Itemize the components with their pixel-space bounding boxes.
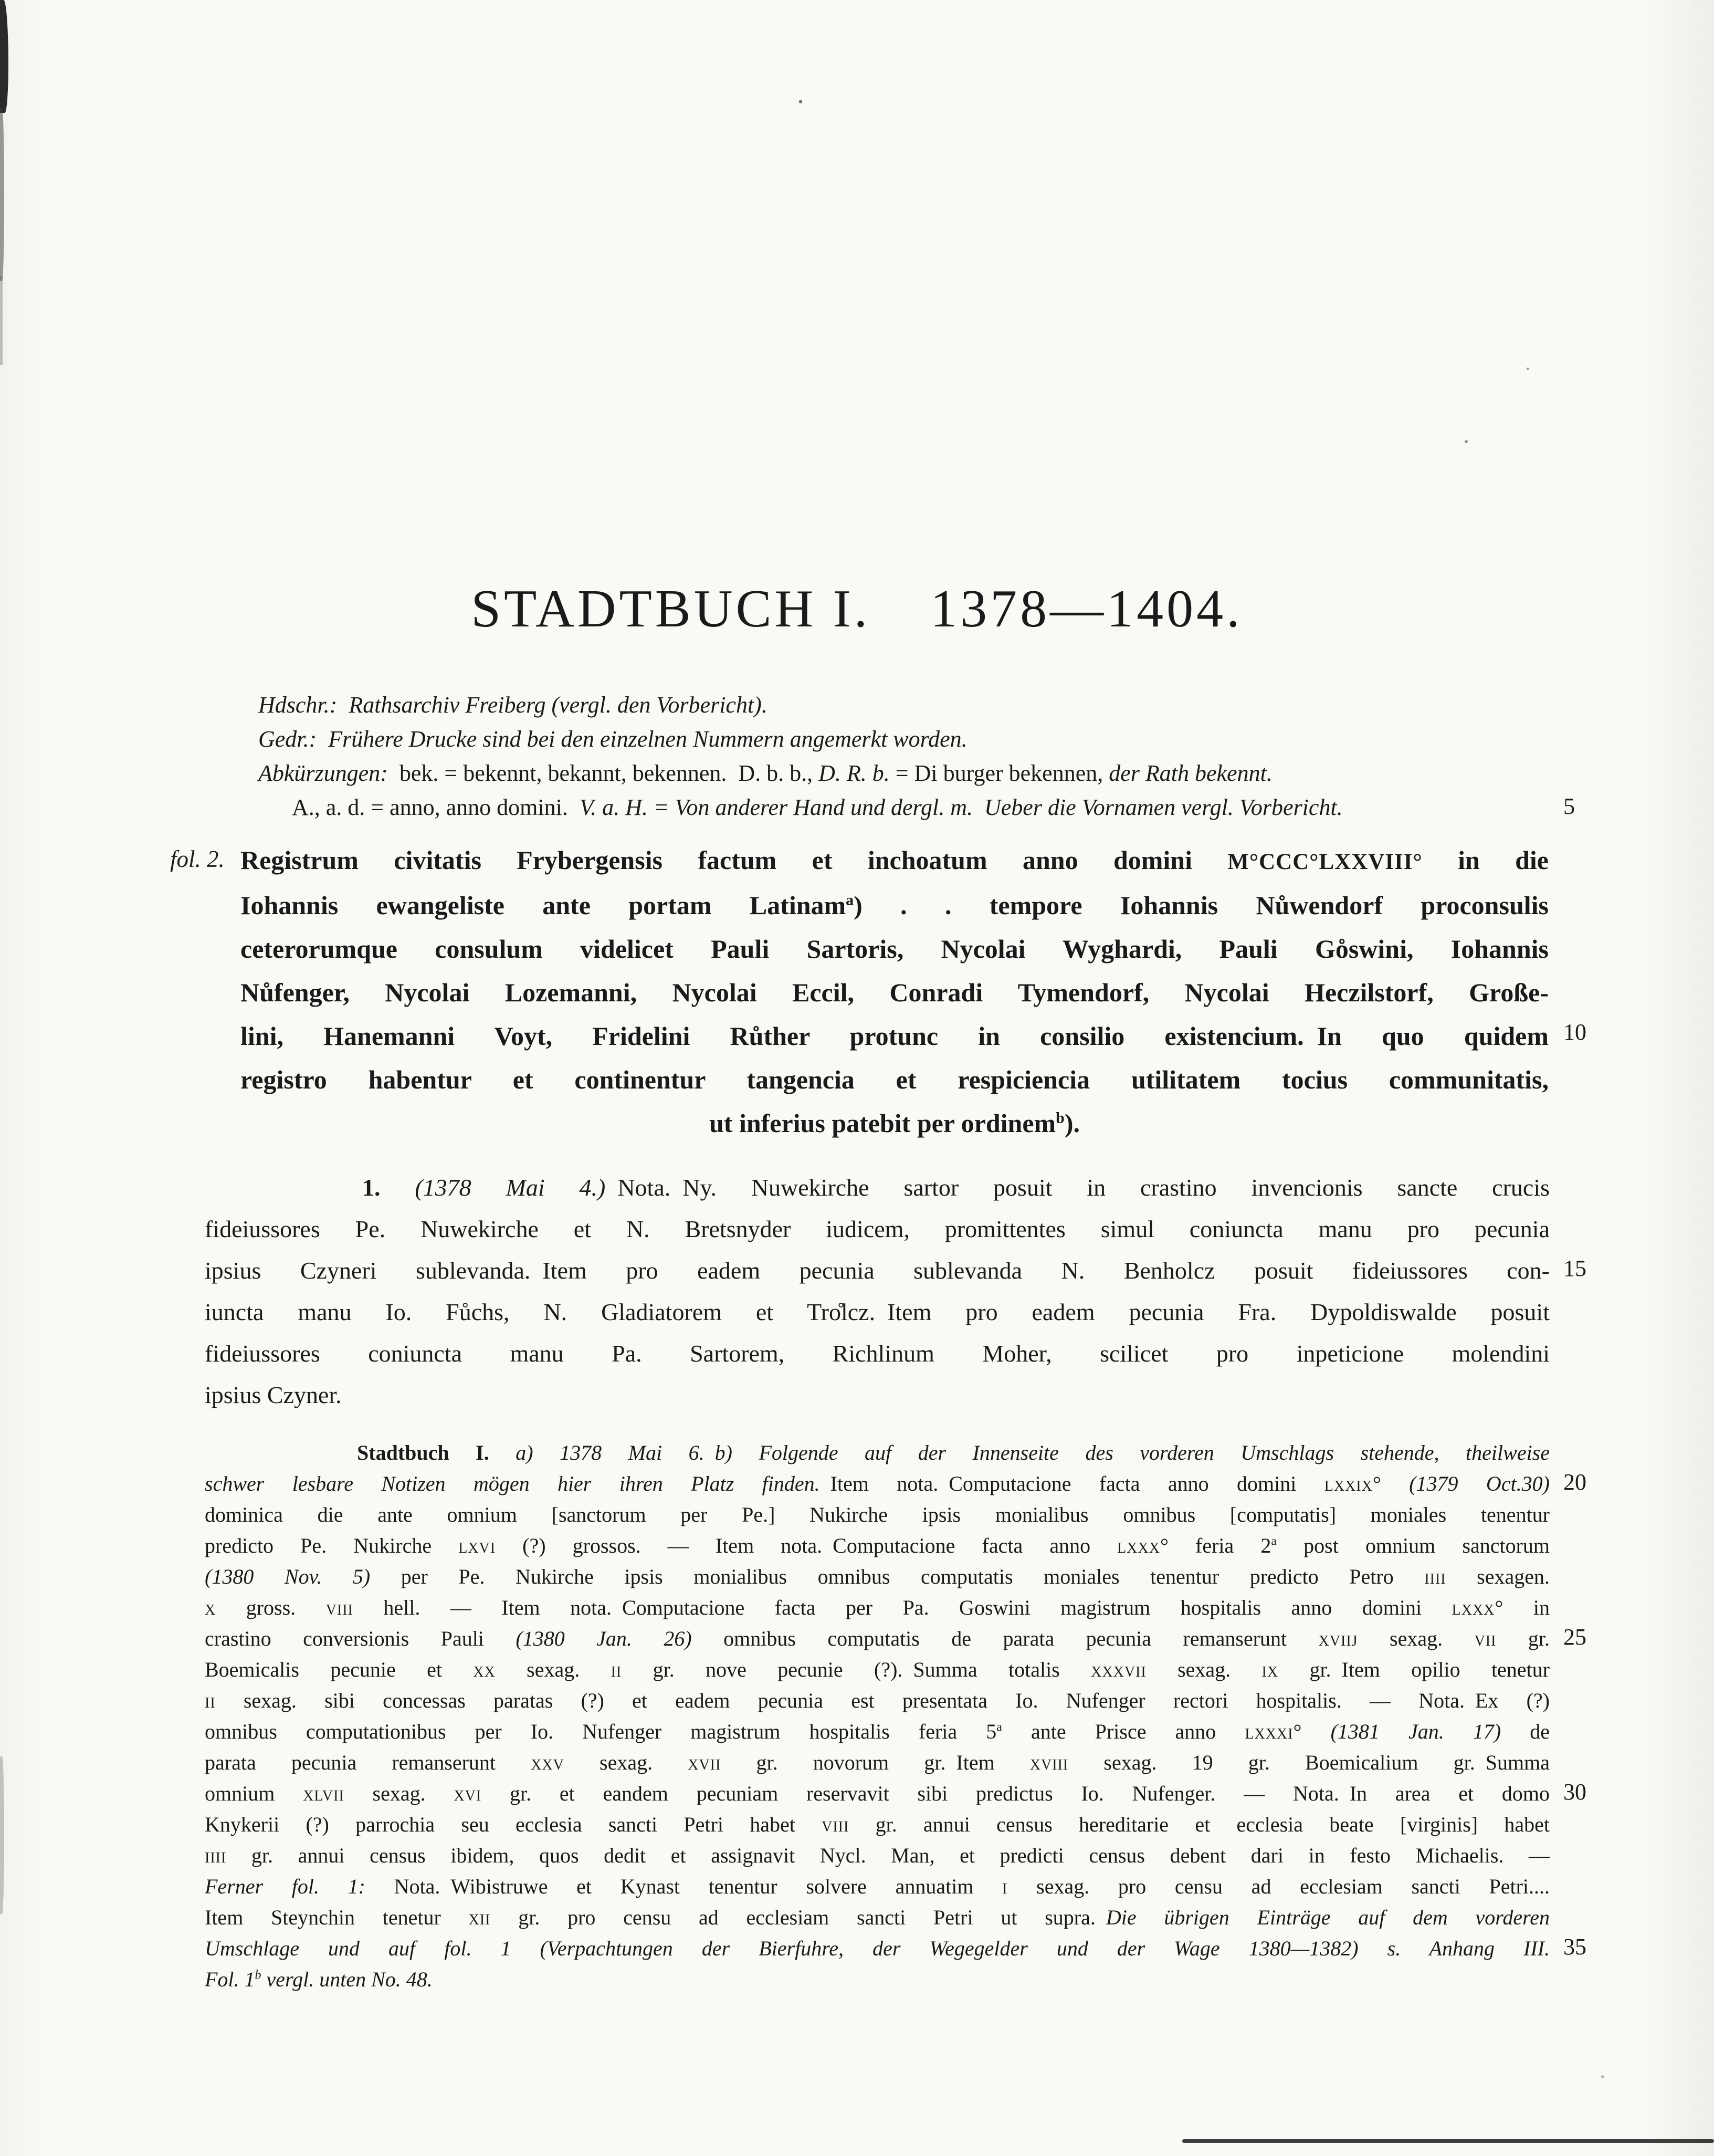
text-segment: a) 1378 Mai 6. b) Folgende auf der Innenseite des vorderen Umschlags stehende, theilweise	[516, 1441, 1550, 1464]
text-line	[205, 1716, 1550, 1747]
text-segment: xii	[468, 1906, 491, 1929]
text-segment: registro habentur et continentur tangencia et respiciencia utilitatem tocius communitatis,	[240, 1065, 1549, 1094]
text-segment: ix	[1261, 1658, 1279, 1681]
text-line	[205, 1333, 1550, 1374]
text-segment: Gedr.:	[258, 726, 329, 752]
text-segment: M°CCC°LXXVIII°	[1227, 850, 1423, 874]
text-segment: iiii	[1424, 1565, 1446, 1588]
text-line	[205, 1809, 1550, 1840]
text-line	[205, 1374, 1550, 1416]
line-number-35: 35	[1563, 1934, 1586, 1960]
text-segment: predicto Pe. Nukirche	[205, 1534, 459, 1557]
text-line	[205, 1933, 1550, 1964]
text-segment: Item nota. Computacione facta anno domini	[819, 1472, 1324, 1495]
line-number-15: 15	[1563, 1255, 1586, 1281]
text-segment: b	[255, 1968, 261, 1982]
text-line	[240, 971, 1549, 1014]
text-line	[240, 927, 1549, 971]
text-segment: lxxxi	[1245, 1720, 1294, 1743]
text-line	[205, 1654, 1550, 1685]
text-segment: xlvii	[303, 1782, 344, 1805]
text-segment: Nota. Ny. Nuwekirche sartor posuit in crastino invencionis sancte crucis	[605, 1174, 1550, 1201]
text-segment: Nůfenger, Nycolai Lozemanni, Nycolai Eccil, Conradi Tymendorf, Nycolai Heczilstorf, Große-	[240, 978, 1549, 1007]
text-line	[205, 1871, 1550, 1902]
text-segment: viii	[822, 1813, 849, 1836]
note-abkuerzungen	[258, 756, 1560, 790]
text-segment: A., a. d. = anno, anno domini.	[292, 794, 580, 820]
text-segment: °	[1372, 1472, 1410, 1495]
text-segment: (1380 Nov. 5)	[205, 1565, 371, 1588]
text-segment: xxv	[531, 1751, 564, 1774]
text-line	[205, 1291, 1550, 1333]
note-hdschr	[258, 688, 1560, 722]
text-segment: omnibus computatis de parata pecunia remanserunt	[691, 1627, 1319, 1650]
scan-artifact-speck-2	[1527, 368, 1529, 370]
text-segment: 1.	[362, 1174, 415, 1201]
text-segment: post omnium sanctorum	[1277, 1534, 1550, 1557]
scan-artifact-left-bottom	[0, 1756, 4, 1914]
text-line	[205, 1499, 1550, 1530]
text-segment: a	[996, 1720, 1002, 1734]
text-segment: i	[1002, 1875, 1008, 1898]
text-segment: V. a. H. = Von anderer Hand und dergl. m. Ueber die Vornamen vergl. Vorbericht.	[579, 794, 1343, 820]
text-segment: lxxix	[1324, 1472, 1373, 1495]
text-segment: fideiussores Pe. Nuwekirche et N. Bretsnyder iudicem, promittentes simul coniuncta manu pro pecunia	[205, 1216, 1550, 1242]
page-title: STADTBUCH I. 1378—1404.	[471, 579, 1243, 639]
text-segment: Die übrigen Einträge auf dem vorderen	[1106, 1906, 1550, 1929]
text-segment: a	[1271, 1534, 1277, 1548]
text-segment: sexagen.	[1446, 1565, 1550, 1588]
text-line	[205, 1530, 1550, 1561]
text-segment: (1378 Mai 4.)	[415, 1174, 606, 1201]
text-segment: Stadtbuch I.	[357, 1441, 516, 1464]
text-segment: Nota. Wibistruwe et Kynast tenentur solvere annuatim	[365, 1875, 1003, 1898]
text-line	[205, 1561, 1550, 1592]
text-segment: ut inferius patebit per ordinem	[709, 1108, 1056, 1138]
text-segment: gross.	[216, 1596, 326, 1619]
text-segment: (1379 Oct.30)	[1409, 1472, 1550, 1495]
text-segment: sexag.	[495, 1658, 611, 1681]
text-segment: sexag. sibi concessas paratas (?) et eadem pecunia est presentata Io. Nufenger rectori hospitalis. — Nota. Ex (?)	[215, 1689, 1550, 1712]
text-line	[240, 839, 1549, 884]
text-segment: = Di burger bekennen,	[889, 760, 1109, 786]
text-segment: D. R. b.	[818, 760, 890, 786]
text-segment: ii	[611, 1658, 622, 1681]
text-segment: ipsius Czyneri sublevanda. Item pro eadem pecunia sublevanda N. Benholcz posuit fideiussores con-	[205, 1257, 1550, 1284]
text-segment: Ferner fol. 1:	[205, 1875, 365, 1898]
text-segment: ° feria 2	[1160, 1534, 1271, 1557]
text-segment: gr. novorum gr. Item	[721, 1751, 1030, 1774]
text-segment: lini, Hanemanni Voyt, Fridelini Růther protunc in consilio existencium. In quo quidem	[240, 1021, 1549, 1051]
folio-margin-note: fol. 2.	[170, 846, 225, 872]
text-segment: sexag. 19 gr. Boemicalium gr. Summa	[1068, 1751, 1550, 1774]
text-segment: gr. annui census ibidem, quos dedit et assignavit Nycl. Man, et predicti census debent dari in festo Michaelis. —	[226, 1844, 1550, 1867]
text-segment: fideiussores coniuncta manu Pa. Sartorem, Richlinum Moher, scilicet pro inpeticione molendini	[205, 1340, 1550, 1367]
text-segment: (1381 Jan. 17)	[1330, 1720, 1501, 1743]
text-segment: de	[1501, 1720, 1550, 1743]
text-line	[240, 1058, 1549, 1102]
text-line	[205, 1778, 1550, 1809]
text-segment: xx	[473, 1658, 496, 1681]
text-segment: Rathsarchiv Freiberg (vergl. den Vorbericht).	[349, 692, 767, 718]
text-segment: bek. = bekennt, bekannt, bekennen. D. b. b.,	[399, 760, 819, 786]
text-segment: in die	[1422, 845, 1549, 875]
text-segment: xviij	[1318, 1627, 1358, 1650]
text-segment: hell. — Item nota. Computacione facta per Pa. Goswini magistrum hospitalis anno domini	[353, 1596, 1452, 1619]
text-segment: parata pecunia remanserunt	[205, 1751, 531, 1774]
source-notes	[258, 688, 1560, 824]
line-number-25: 25	[1563, 1624, 1586, 1650]
text-segment: Abkürzungen:	[258, 760, 399, 786]
text-segment: sexag.	[1146, 1658, 1262, 1681]
text-segment: gr. pro censu ad ecclesiam sancti Petri ut supra.	[490, 1906, 1106, 1929]
note-abkuerzungen-2	[258, 790, 1560, 824]
text-segment: lxvi	[458, 1534, 496, 1557]
text-segment: Item Steynchin tenetur	[205, 1906, 469, 1929]
text-segment: Umschlage und auf fol. 1 (Verpachtungen der Bierfuhre, der Wegegelder und der Wage 1380—1382) s. Anhang III.	[205, 1937, 1550, 1960]
note-gedr	[258, 722, 1560, 756]
footnote-block	[205, 1437, 1550, 1995]
text-segment: viii	[325, 1596, 353, 1619]
text-line	[205, 1468, 1550, 1499]
text-segment: sexag.	[1358, 1627, 1475, 1650]
text-segment: sexag. pro censu ad ecclesiam sancti Petri....	[1007, 1875, 1550, 1898]
text-segment: gr. annui census hereditarie et ecclesia beate [virginis] habet	[849, 1813, 1550, 1836]
text-line	[205, 1208, 1550, 1250]
scan-artifact-speck-3	[1465, 440, 1468, 443]
text-line	[205, 1437, 1550, 1468]
text-segment: ° in	[1495, 1596, 1550, 1619]
text-segment: ii	[205, 1689, 216, 1712]
text-segment: xvii	[688, 1751, 721, 1774]
text-segment: gr. nove pecunie (?). Summa totalis	[622, 1658, 1091, 1681]
text-segment: ceterorumque consulum videlicet Pauli Sartoris, Nycolai Wyghardi, Pauli Go̊swini, Iohannis	[240, 934, 1549, 964]
text-line	[205, 1747, 1550, 1778]
text-segment: dominica die ante omnium [sanctorum per Pe.] Nukirche ipsis monialibus omnibus [computatis] moniales tenentur	[205, 1503, 1550, 1526]
text-line	[205, 1623, 1550, 1654]
scan-artifact-left-low	[0, 276, 3, 365]
text-segment: Iohannis ewangeliste ante portam Latinam	[240, 891, 846, 920]
text-segment: lxxx	[1452, 1596, 1495, 1619]
scan-artifact-speck-4	[1601, 2075, 1604, 2078]
text-segment: vii	[1474, 1627, 1497, 1650]
text-segment: omnibus computationibus per Io. Nufenger magistrum hospitalis feria 5	[205, 1720, 997, 1743]
text-line	[205, 1685, 1550, 1716]
text-segment: xxxvii	[1091, 1658, 1147, 1681]
text-segment: ante Prisce anno	[1002, 1720, 1245, 1743]
scan-artifact-left-mid	[0, 108, 4, 281]
text-segment: iuncta manu Io. Fůchs, N. Gladiatorem et Tro̊lcz. Item pro eadem pecunia Fra. Dypoldiswalde posuit	[205, 1299, 1550, 1325]
scan-artifact-bottom-line	[1182, 2139, 1714, 2143]
text-line	[240, 1102, 1549, 1145]
text-segment: Boemicalis pecunie et	[205, 1658, 474, 1681]
text-segment: °	[1293, 1720, 1331, 1743]
text-segment: sexag.	[344, 1782, 454, 1805]
registrum-paragraph	[240, 839, 1549, 1145]
text-segment: lxxx	[1117, 1534, 1160, 1557]
line-number-30: 30	[1563, 1779, 1586, 1805]
text-segment: (?) grossos. — Item nota. Computacione facta anno	[496, 1534, 1118, 1557]
text-segment: sexag.	[564, 1751, 688, 1774]
text-segment: ) . . tempore Iohannis Nůwendorf proconsulis	[854, 891, 1549, 920]
text-segment: ).	[1064, 1108, 1080, 1138]
text-segment: Knykerii (?) parrochia seu ecclesia sancti Petri habet	[205, 1813, 822, 1836]
text-segment: ipsius Czyner.	[205, 1381, 342, 1408]
text-segment: gr.	[1496, 1627, 1550, 1650]
line-number-5: 5	[1563, 793, 1575, 819]
text-segment: xviii	[1029, 1751, 1069, 1774]
text-segment: a	[846, 891, 854, 909]
text-line	[205, 1964, 1550, 1995]
text-segment: omnium	[205, 1782, 303, 1805]
text-segment: Fol. 1	[205, 1967, 255, 1991]
text-segment: iiii	[205, 1844, 227, 1867]
text-segment: Frühere Drucke sind bei den einzelnen Nummern angemerkt worden.	[328, 726, 968, 752]
text-segment: crastino conversionis Pauli	[205, 1627, 516, 1650]
text-line	[205, 1840, 1550, 1871]
text-segment: der Rath bekennt.	[1109, 760, 1273, 786]
text-segment: schwer lesbare Notizen mögen hier ihren Platz finden.	[205, 1472, 820, 1495]
line-number-20: 20	[1563, 1469, 1586, 1495]
entry-1-paragraph	[205, 1167, 1550, 1416]
text-segment: per Pe. Nukirche ipsis monialibus omnibus computatis moniales tenentur predicto Petro	[370, 1565, 1425, 1588]
text-line	[205, 1167, 1550, 1208]
text-segment: (1380 Jan. 26)	[516, 1627, 692, 1650]
text-line	[205, 1592, 1550, 1623]
text-line	[205, 1902, 1550, 1933]
text-segment: b	[1056, 1109, 1065, 1127]
text-segment: gr. et eandem pecuniam reservavit sibi predictus Io. Nufenger. — Nota. In area et domo	[481, 1782, 1550, 1805]
text-segment: x	[205, 1596, 216, 1619]
text-segment: Hdschr.:	[258, 692, 349, 718]
scan-artifact-left-top	[0, 0, 8, 113]
text-line	[240, 884, 1549, 927]
text-segment: xvi	[454, 1782, 482, 1805]
text-line	[240, 1014, 1549, 1058]
text-segment: gr. Item opilio tenetur	[1278, 1658, 1550, 1681]
line-number-10: 10	[1563, 1019, 1586, 1045]
text-segment: vergl. unten No. 48.	[261, 1967, 433, 1991]
text-line	[205, 1250, 1550, 1291]
scan-artifact-speck-1	[799, 100, 802, 103]
text-segment: Registrum civitatis Frybergensis factum et inchoatum anno domini	[240, 845, 1228, 875]
